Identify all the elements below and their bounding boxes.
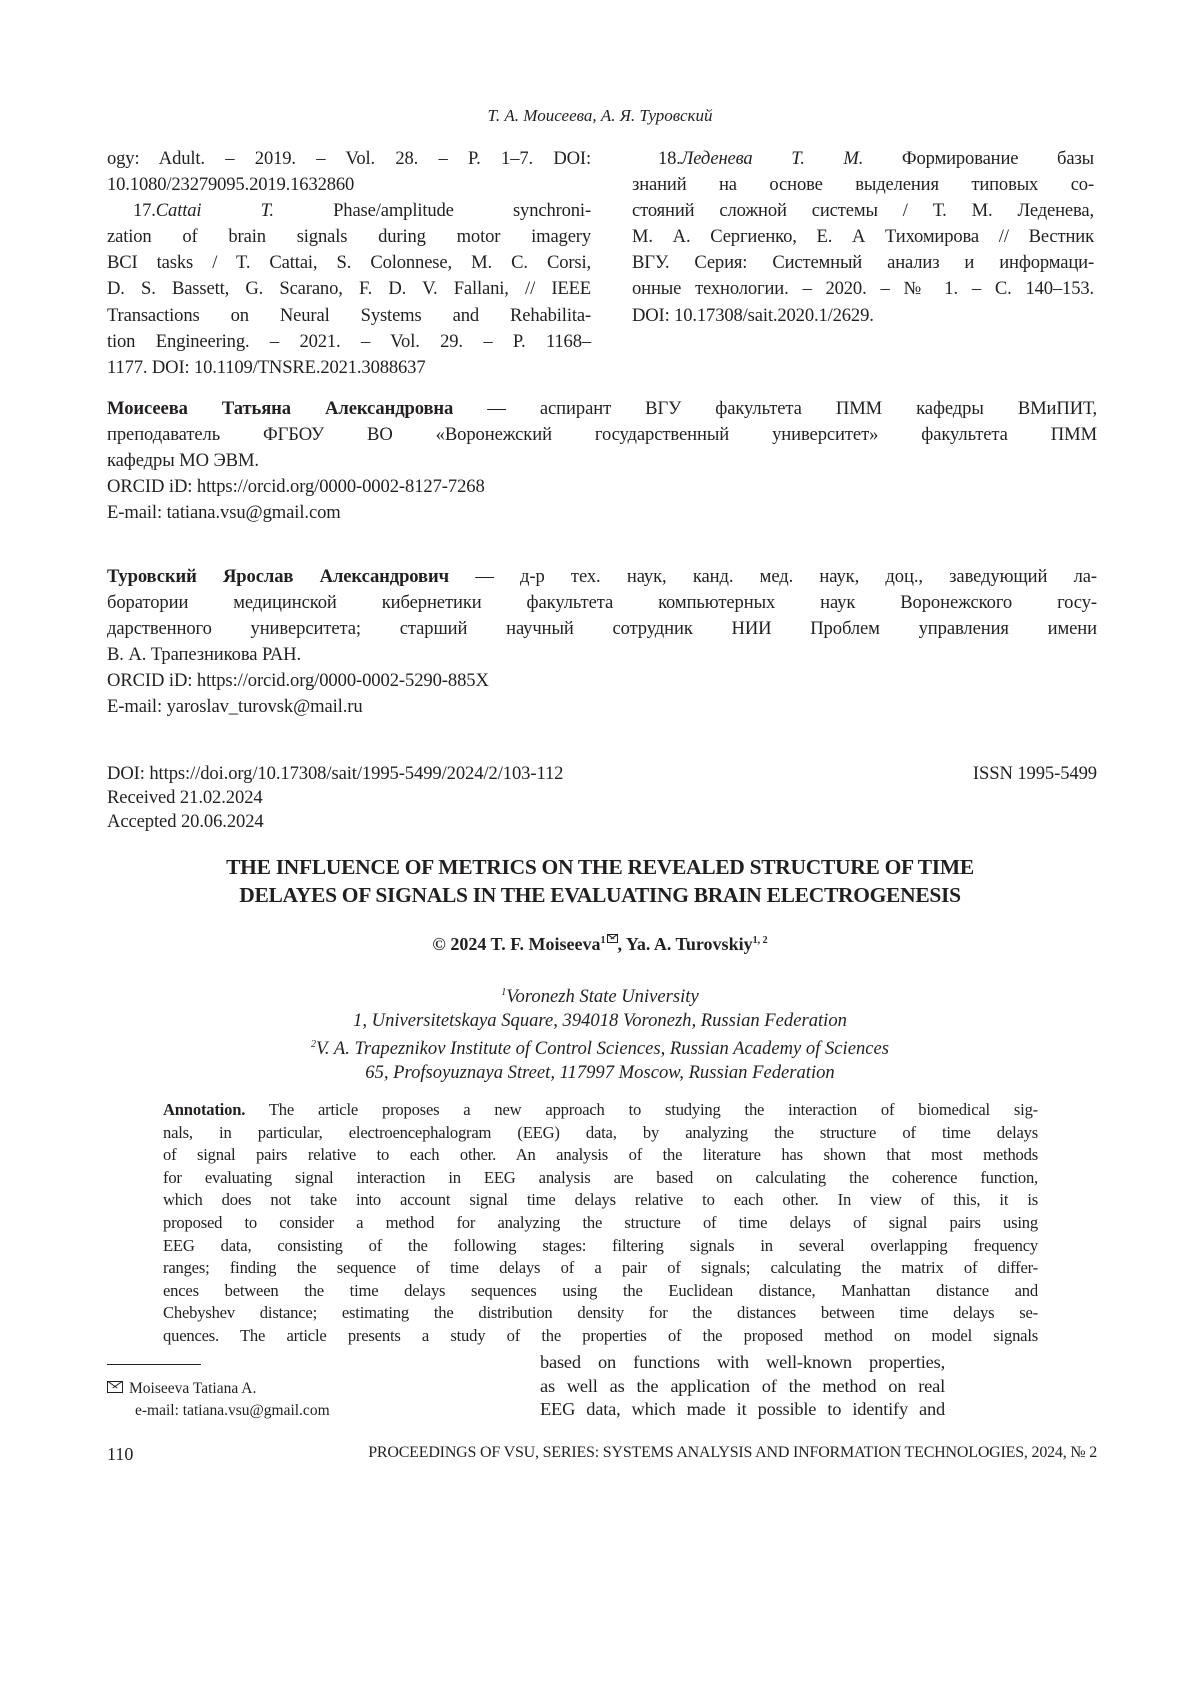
orcid-link[interactable]: ORCID iD: https://orcid.org/0000-0002-5290-885X [107,668,1097,694]
text-line [163,1257,1038,1280]
author-2: , Ya. A. Turovskiy [618,934,753,954]
title-line: DELAYES OF SIGNALS IN THE EVALUATING BRAIN ELECTROGENESIS [100,881,1100,909]
page-number: 110 [107,1444,133,1465]
line-text: BCI tasks / T. Cattai, S. Colonnese, M. C. Corsi, [107,252,591,273]
author-2-affiliation: 1, 2 [753,935,768,946]
author-1: © 2024 T. F. Moiseeva [432,934,600,954]
text-line [163,1302,1038,1325]
envelope-icon [607,934,618,943]
text-line [107,396,1097,422]
authors [0,934,1200,955]
text-line [163,1325,1038,1348]
line-text: ences between the time delays sequences using the Euclidean distance, Manhattan distance and [163,1281,1038,1300]
text-line [163,1212,1038,1235]
doi-link[interactable]: DOI: https://doi.org/10.17308/sait/1995-5499/2024/2/103-112 [107,762,563,786]
line-text: DOI: 10.17308/sait.2020.1/2629. [632,305,874,326]
line-text: zation of brain signals during motor imagery [107,226,591,247]
affiliation-line: 1, Universitetskaya Square, 394018 Voronezh, Russian Federation [0,1009,1200,1033]
line-text: Phase/amplitude synchroni- [274,200,591,221]
orcid-link[interactable]: ORCID iD: https://orcid.org/0000-0002-8127-7268 [107,474,1097,500]
text-line [107,642,1097,668]
line-text: — д-р тех. наук, канд. мед. наук, доц., заведующий ла- [449,566,1097,587]
text-line [107,146,591,172]
annotation-label: Annotation. [163,1100,245,1119]
reference-author: Cattai T. [156,200,274,221]
text-line [107,303,591,329]
text-line [632,303,1094,329]
line-text: EEG data, consisting of the following stages: filtering signals in several overlapping frequency [163,1236,1038,1255]
annotation [163,1099,1038,1348]
text-line [107,564,1097,590]
text-line [107,198,591,224]
text-line [163,1122,1038,1145]
text-line [107,448,1097,474]
reference-number: 18. [658,148,681,169]
footnote-name: Moiseeva Tatiana A. [129,1380,256,1397]
line-text: nals, in particular, electroencephalogram (EEG) data, by analyzing the structure of time delays [163,1123,1038,1142]
reference-author: Леденева Т. М. [681,148,863,169]
line-text: боратории медицинской кибернетики факультета компьютерных наук Воронежского госу- [107,592,1097,613]
line-text: преподаватель ФГБОУ ВО «Воронежский государственный университет» факультета ПММ [107,424,1097,445]
email-link[interactable]: E-mail: tatiana.vsu@gmail.com [107,500,1097,526]
line-text: Transactions on Neural Systems and Rehabilita- [107,305,591,326]
line-text: 10.1080/23279095.2019.1632860 [107,174,354,195]
author-1-affiliation: 1 [601,935,606,946]
affiliations [0,981,1200,1085]
received-date: Received 21.02.2024 [107,786,1097,810]
line-text: знаний на основе выделения типовых со- [632,174,1094,195]
page-footer [107,1444,1097,1465]
line-text: D. S. Bassett, G. Scarano, F. D. V. Fallani, // IEEE [107,278,591,299]
text-line [107,422,1097,448]
text-line [163,1280,1038,1303]
annotation-continued [540,1351,945,1422]
text-line [163,1099,1038,1122]
author-name: Туровский Ярослав Александрович [107,566,449,587]
title-line: THE INFLUENCE OF METRICS ON THE REVEALED STRUCTURE OF TIME [100,853,1100,881]
text-line [107,355,591,381]
text-line [107,590,1097,616]
text-line [540,1375,945,1399]
references-right-column [632,146,1094,329]
line-text: for evaluating signal interaction in EEG analysis are based on calculating the coherence function, [163,1168,1038,1187]
envelope-icon [107,1381,123,1393]
line-text: proposed to consider a method for analyzing the structure of time delays of signal pairs using [163,1213,1038,1232]
text-line [163,1167,1038,1190]
affiliation-line: 2V. A. Trapeznikov Institute of Control Sciences, Russian Academy of Sciences [0,1033,1200,1061]
text-line [632,146,1094,172]
text-line [632,250,1094,276]
text-line [107,224,591,250]
author-name: Моисеева Татьяна Александровна [107,398,453,419]
line-text: 1177. DOI: 10.1109/TNSRE.2021.3088637 [107,357,425,378]
footnote-email[interactable]: e-mail: tatiana.vsu@gmail.com [107,1400,330,1422]
line-text: based on functions with well-known properties, [540,1352,945,1372]
reference-number: 17. [133,200,156,221]
line-text: of signal pairs relative to each other. An analysis of the literature has shown that most methods [163,1145,1038,1164]
text-line [163,1144,1038,1167]
text-line [540,1351,945,1375]
text-line [632,276,1094,302]
line-text: М. А. Сергиенко, Е. А Тихомирова // Вестник [632,226,1094,247]
line-text: tion Engineering. – 2021. – Vol. 29. – P. 1168– [107,331,591,352]
text-line [107,276,591,302]
line-text: Формирование базы [863,148,1094,169]
accepted-date: Accepted 20.06.2024 [107,810,1097,834]
article-title [100,853,1100,909]
journal-name: PROCEEDINGS OF VSU, SERIES: SYSTEMS ANALYSIS AND INFORMATION TECHNOLOGIES, 2024, № 2 [368,1444,1097,1465]
line-text: — аспирант ВГУ факультета ПММ кафедры ВМиПИТ, [453,398,1097,419]
text-line [632,198,1094,224]
text-line [163,1189,1038,1212]
author-bio-moiseeva [107,396,1097,526]
text-line [540,1398,945,1422]
line-text: ranges; finding the sequence of time delays of a pair of signals; calculating the matrix of differ- [163,1258,1038,1277]
footnote-divider [107,1364,201,1365]
affiliation-line: 65, Profsoyuznaya Street, 117997 Moscow, Russian Federation [0,1061,1200,1085]
line-text: кафедры МО ЭВМ. [107,450,259,471]
text-line [163,1235,1038,1258]
affiliation-line: 1Voronezh State University [0,981,1200,1009]
corresponding-author-footnote [107,1378,330,1422]
line-text: В. А. Трапезникова РАН. [107,644,301,665]
line-text: дарственного университета; старший научный сотрудник НИИ Проблем управления имени [107,618,1097,639]
text-line [632,224,1094,250]
line-text: Chebyshev distance; estimating the distribution density for the distances between time delays se- [163,1303,1038,1322]
text-line [107,616,1097,642]
line-text: ogy: Adult. – 2019. – Vol. 28. – P. 1–7. DOI: [107,148,591,169]
references-left-column [107,146,591,381]
line-text: The article proposes a new approach to studying the interaction of biomedical sig- [245,1100,1038,1119]
issn: ISSN 1995-5499 [973,762,1097,786]
line-text: EEG data, which made it possible to identify and [540,1399,945,1419]
text-line [107,250,591,276]
author-bio-turovsky [107,564,1097,720]
line-text: quences. The article presents a study of the properties of the proposed method on model signals [163,1326,1038,1345]
article-meta [107,762,1097,834]
line-text: онные технологии. – 2020. – № 1. – С. 140–153. [632,278,1094,299]
line-text: as well as the application of the method on real [540,1376,945,1396]
text-line [632,172,1094,198]
line-text: стояний сложной системы / Т. М. Леденева, [632,200,1094,221]
text-line [107,329,591,355]
line-text: ВГУ. Серия: Системный анализ и информаци- [632,252,1094,273]
line-text: which does not take into account signal time delays relative to each other. In view of this, it is [163,1190,1038,1209]
running-head: Т. А. Моисеева, А. Я. Туровский [0,106,1200,126]
email-link[interactable]: E-mail: yaroslav_turovsk@mail.ru [107,694,1097,720]
text-line [107,172,591,198]
